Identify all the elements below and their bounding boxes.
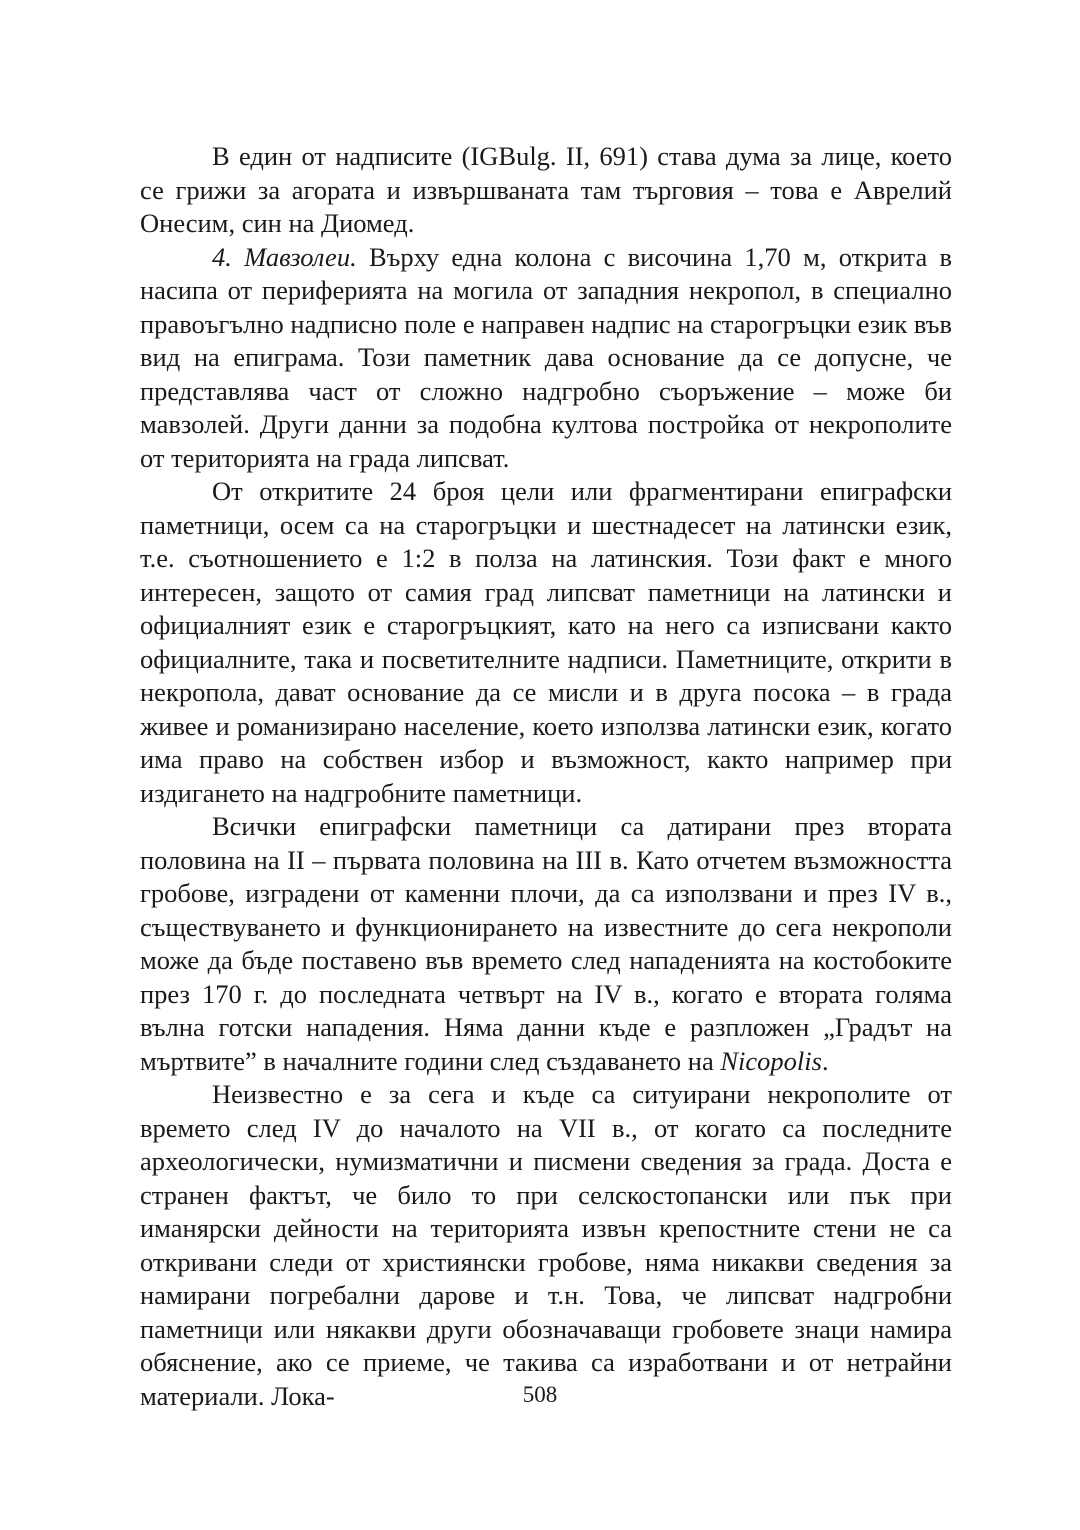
paragraph [140, 241, 952, 476]
paragraph [140, 140, 952, 241]
paragraph-text: Неизвестно е за сега и къде са ситуирани некрополите от времето след IV до началото на VII в., от когато са последните археологически, нумизматични и писмени сведения за града. Доста е странен фактът, че било то при селскостопански или пък при иманярски дейности на територията извън крепостните стени не са откривани следи от християнски гробове, няма никакви сведения за намирани погребални дарове и т.н. Това, че липсват надгробни паметници или някакви други обозначаващи гробовете знаци намира обяснение, ако се приеме, че такива са изработвани и от нетрайни материали. Лока- [140, 1079, 952, 1411]
page-number: 508 [522, 1382, 558, 1407]
italic-term: Nicopolis [720, 1045, 822, 1076]
paragraph-end: . [821, 1045, 829, 1076]
paragraph [140, 810, 952, 1078]
paragraph-text: В един от надписите (IGBulg. II, 691) става дума за лице, което се грижи за агората и извършваната там търговия – това е Аврелий Онесим, син на Диомед. [140, 141, 952, 238]
body-text [140, 140, 952, 1413]
paragraph [140, 475, 952, 810]
paragraph-text: Върху една колона с височина 1,70 м, открита в насипа от периферията на могила от западния некропол, в специално правоъгълно надписно поле е направен надпис на старогръцки език във вид на епиграма. Този паметник дава основание да се допусне, че представлява част от сложно надгробно съоръжение – може би мавзолей. Други данни за подобна култова постройка от некрополите от територията на града липсват. [140, 241, 952, 473]
paragraph-text: От откритите 24 броя цели или фрагментирани епиграфски паметници, осем са на старогръцки и шестнадесет на латински език, т.е. съотношението е 1:2 в полза на латинския. Този факт е много интересен, защото от самия град липсват паметници на латински и официалният език е старогръцкият, като на него са изписвани както официалните, така и посветителните надписи. Паметниците, открити в некропола, дават основание да се мисли и в друга посока – в града живее и романизирано население, което използва латински език, когато има право на собствен избор и възможност, както например при издигането на надгробните паметници. [140, 476, 952, 808]
paragraph [140, 1078, 952, 1413]
section-heading-mausoleums: 4. Мавзолеи. [212, 241, 357, 272]
paragraph-text: Всички епиграфски паметници са датирани през втората половина на II – първата половина на III в. Като отчетем възможността гробове, изградени от каменни плочи, да са използвани и през IV в., съществуването и функционирането на известните до сега некрополи може да бъде поставено във времето след нападенията на костобоките през 170 г. до последната четвърт на IV в., когато е втората голяма вълна готски нападения. Няма данни къде е разпложен „Градът на мъртвите” в началните години след създаването на [140, 811, 952, 1076]
